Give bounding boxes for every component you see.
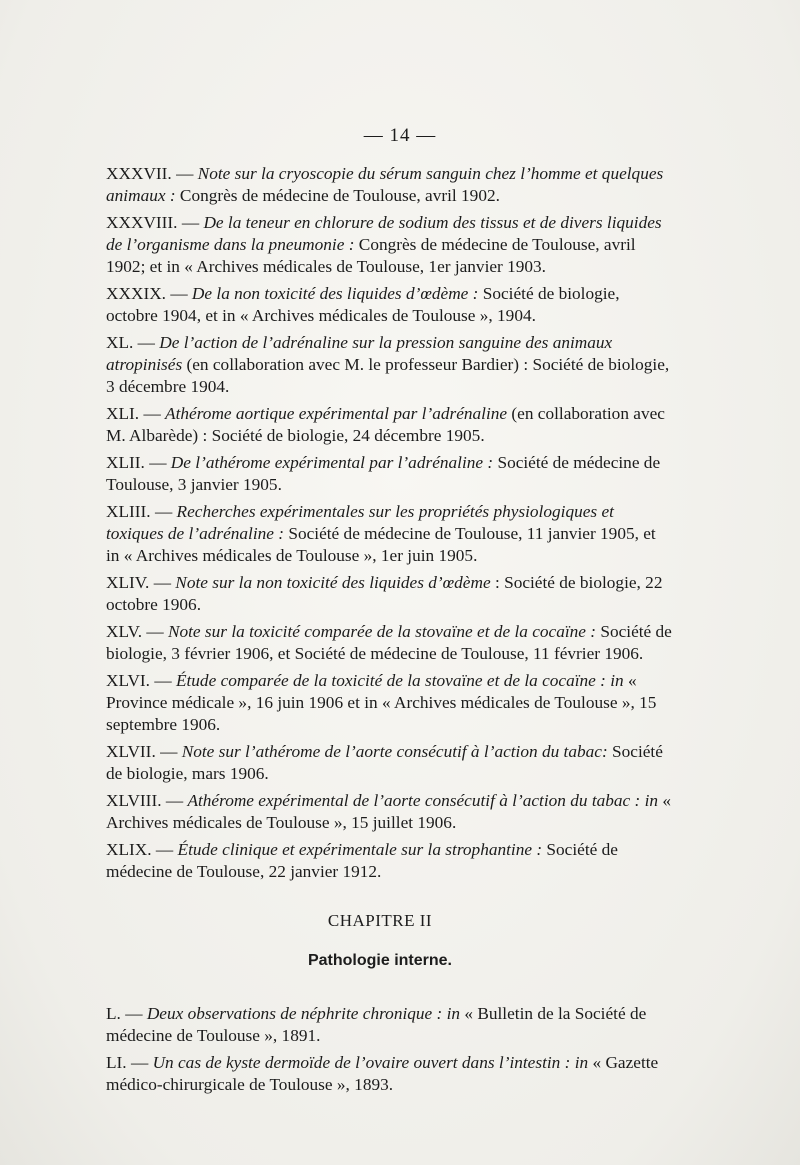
- entry-dash: —: [161, 791, 188, 810]
- entry-details: : Société de biologie, 22 octobre 1906.: [106, 573, 663, 614]
- entry-title: De la non toxicité des liquides d’œdème :: [191, 284, 479, 303]
- entry-dash: —: [126, 1053, 153, 1072]
- page-number: — 14 —: [363, 125, 437, 146]
- entry-title: Recherches expérimentales sur les propriétés physiologiques et toxiques de l’adrénaline :: [106, 502, 614, 543]
- entry-title: Un cas de kyste dermoïde de l’ovaire ouvert dans l’intestin : in: [152, 1053, 589, 1072]
- entry-number: XLII.: [106, 453, 145, 472]
- entry-title: Note sur la toxicité comparée de la stovaïne et de la cocaïne :: [167, 622, 597, 641]
- entry-dash: —: [177, 213, 204, 232]
- entry-li: [106, 1052, 672, 1096]
- entry-number: XLIV.: [106, 573, 150, 592]
- entry-number: XLV.: [106, 622, 143, 641]
- entry-dash: —: [139, 404, 166, 423]
- entry-title: De l’action de l’adrénaline sur la pression sanguine des animaux atropinisés: [106, 333, 613, 374]
- entry-dash: —: [142, 622, 168, 641]
- entry-xli: [106, 403, 672, 447]
- entry-dash: —: [144, 453, 171, 472]
- entry-dash: —: [120, 1004, 147, 1023]
- entry-xliv: [106, 572, 672, 616]
- entry-dash: —: [155, 742, 182, 761]
- entry-dash: —: [171, 164, 198, 183]
- entry-number: XLVIII.: [106, 791, 162, 810]
- entry-dash: —: [149, 573, 176, 592]
- entry-details: (en collaboration avec M. le professeur Bardier) : Société de biologie, 3 décembre 1904.: [106, 355, 670, 396]
- section-heading: Pathologie interne.: [307, 952, 452, 969]
- entry-xliii: [106, 501, 672, 567]
- entry-number: XLI.: [106, 404, 140, 423]
- entry-details: Société de biologie, 3 février 1906, et Société de médecine de Toulouse, 11 février 1906.: [106, 622, 672, 663]
- entry-number: L.: [106, 1004, 121, 1023]
- entry-dash: —: [150, 671, 176, 690]
- entry-xlvi: [106, 670, 672, 736]
- entry-title: Athérome aortique expérimental par l’adrénaline: [165, 404, 508, 423]
- entry-title: Athérome expérimental de l’aorte consécutif à l’action du tabac : in: [187, 791, 659, 810]
- entry-xlviii: [106, 790, 672, 834]
- entry-dash: —: [151, 840, 178, 859]
- publication-list: [106, 163, 672, 888]
- entry-dash: —: [166, 284, 192, 303]
- entry-number: XLIII.: [106, 502, 151, 521]
- chapter-heading: CHAPITRE II: [327, 911, 433, 930]
- publication-list-pathology: [106, 1003, 672, 1101]
- entry-number: LI.: [106, 1053, 127, 1072]
- entry-xxxix: [106, 283, 672, 327]
- entry-xlii: [106, 452, 672, 496]
- entry-number: XXXIX.: [106, 284, 166, 303]
- entry-dash: —: [150, 502, 177, 521]
- entry-title: Note sur la non toxicité des liquides d’œdème: [175, 573, 491, 592]
- entry-details: Société de biologie, mars 1906.: [106, 742, 663, 783]
- entry-number: XXXVIII.: [106, 213, 178, 232]
- entry-dash: —: [133, 333, 160, 352]
- entry-xlvii: [106, 741, 672, 785]
- entry-details: Société de médecine de Toulouse, 3 janvier 1905.: [106, 453, 661, 494]
- entry-title: Note sur l’athérome de l’aorte consécutif à l’action du tabac:: [181, 742, 608, 761]
- entry-xlv: [106, 621, 672, 665]
- entry-number: XLVI.: [106, 671, 151, 690]
- entry-title: De l’athérome expérimental par l’adrénaline :: [170, 453, 494, 472]
- entry-title: De la teneur en chlorure de sodium des tissus et de divers liquides de l’organisme dans la pneumonie :: [106, 213, 662, 254]
- entry-number: XLVII.: [106, 742, 156, 761]
- entry-number: XXXVII.: [106, 164, 172, 183]
- entry-details: « Archives médicales de Toulouse », 15 juillet 1906.: [106, 791, 672, 832]
- entry-details: « Province médicale », 16 juin 1906 et in « Archives médicales de Toulouse », 15 septembre 1906.: [106, 671, 657, 734]
- entry-number: XL.: [106, 333, 134, 352]
- entry-number: XLIX.: [106, 840, 152, 859]
- entry-xl: [106, 332, 672, 398]
- entry-details: Société de médecine de Toulouse, 22 janvier 1912.: [106, 840, 618, 881]
- entry-details: « Gazette médico-chirurgicale de Toulouse », 1893.: [106, 1053, 659, 1094]
- entry-title: Étude comparée de la toxicité de la stovaïne et de la cocaïne : in: [175, 671, 624, 690]
- entry-details: (en collaboration avec M. Albarède) : Société de biologie, 24 décembre 1905.: [106, 404, 665, 445]
- entry-l: [106, 1003, 672, 1047]
- entry-title: Note sur la cryoscopie du sérum sanguin chez l’homme et quelques animaux :: [106, 164, 664, 205]
- entry-xxxvii: [106, 163, 672, 207]
- entry-details: Société de biologie, octobre 1904, et in « Archives médicales de Toulouse », 1904.: [106, 284, 620, 325]
- entry-details: Société de médecine de Toulouse, 11 janvier 1905, et in « Archives médicales de Toulouse », 1er juin 1905.: [106, 524, 656, 565]
- entry-details: Congrès de médecine de Toulouse, avril 1902; et in « Archives médicales de Toulouse, 1er janvier 1903.: [106, 235, 636, 276]
- entry-xxxviii: [106, 212, 672, 278]
- entry-title: Étude clinique et expérimentale sur la strophantine :: [177, 840, 543, 859]
- entry-xlix: [106, 839, 672, 883]
- entry-details: Congrès de médecine de Toulouse, avril 1902.: [175, 186, 500, 205]
- entry-details: « Bulletin de la Société de médecine de Toulouse », 1891.: [106, 1004, 647, 1045]
- entry-title: Deux observations de néphrite chronique : in: [146, 1004, 461, 1023]
